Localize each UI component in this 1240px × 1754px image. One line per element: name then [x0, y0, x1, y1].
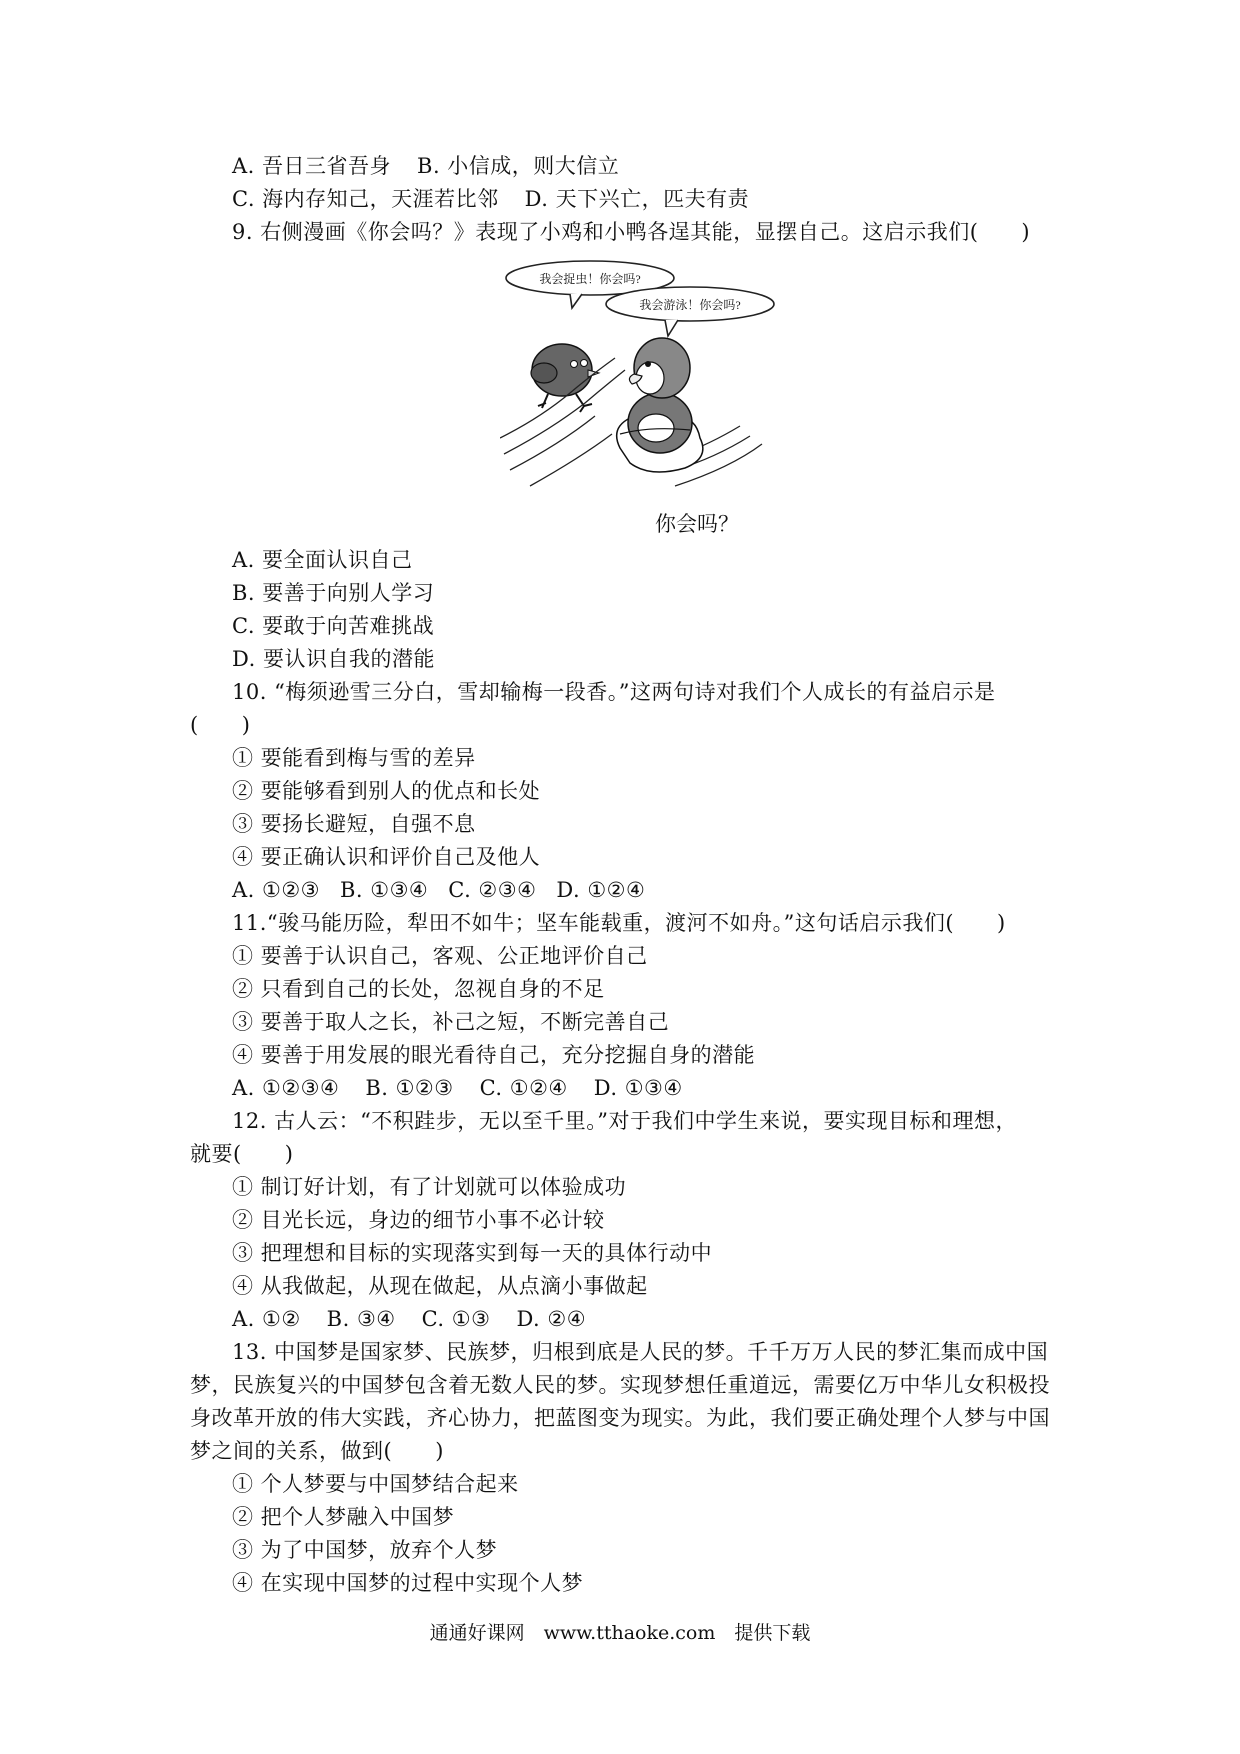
- q12-item-2: ② 目光长远，身边的细节小事不必计较: [232, 1208, 605, 1232]
- q13-item-1: ① 个人梦要与中国梦结合起来: [232, 1472, 519, 1496]
- q11-choice-c: C. ①②④: [479, 1076, 568, 1100]
- q8-option-b: B. 小信成，则大信立: [417, 154, 620, 178]
- q11-choice-b: B. ①②③: [365, 1076, 454, 1100]
- q13-stem-line-4: 梦之间的关系，做到( ): [190, 1439, 444, 1463]
- q12-item-3: ③ 把理想和目标的实现落实到每一天的具体行动中: [232, 1241, 713, 1265]
- q8-option-c: C. 海内存知己，天涯若比邻: [232, 187, 499, 211]
- q13-item-2: ② 把个人梦融入中国梦: [232, 1505, 455, 1529]
- q9-option-d: D. 要认识自我的潜能: [232, 647, 435, 671]
- q11-item-4: ④ 要善于用发展的眼光看待自己，充分挖掘自身的潜能: [232, 1043, 756, 1067]
- q12-choice-a: A. ①②: [232, 1307, 301, 1331]
- q9-option-b: B. 要善于向别人学习: [232, 581, 435, 605]
- q12-choice-c: C. ①③: [421, 1307, 491, 1331]
- q10-choice-d: D. ①②④: [556, 878, 646, 902]
- q10-item-2: ② 要能够看到别人的优点和长处: [232, 779, 541, 803]
- q13-item-4: ④ 在实现中国梦的过程中实现个人梦: [232, 1571, 584, 1595]
- q8-option-d: D. 天下兴亡，匹夫有责: [524, 187, 750, 211]
- q9-stem: 9. 右侧漫画《你会吗？》表现了小鸡和小鸭各逞其能，显摆自己。这启示我们( ): [232, 220, 1031, 244]
- cartoon-chick-duck: [500, 258, 790, 498]
- q9-option-c: C. 要敢于向苦难挑战: [232, 614, 435, 638]
- page-footer: 通通好课网 www.tthaoke.com 提供下载: [429, 1622, 811, 1644]
- q12-choices: [232, 1305, 586, 1333]
- q13-item-3: ③ 为了中国梦，放弃个人梦: [232, 1538, 498, 1562]
- q13-stem-line-3: 身改革开放的伟大实践，齐心协力，把蓝图变为现实。为此，我们要正确处理个人梦与中国: [190, 1406, 1050, 1430]
- q11-choice-d: D. ①③④: [593, 1076, 683, 1100]
- q10-choice-c: C. ②③④: [448, 878, 537, 902]
- q12-item-4: ④ 从我做起，从现在做起，从点滴小事做起: [232, 1274, 648, 1298]
- q10-stem-line-1: 10. “梅须逊雪三分白，雪却输梅一段香。”这两句诗对我们个人成长的有益启示是: [232, 680, 996, 704]
- q11-item-3: ③ 要善于取人之长，补己之短，不断完善自己: [232, 1010, 670, 1034]
- q10-stem-line-2: ( ): [190, 713, 251, 737]
- q11-item-2: ② 只看到自己的长处，忽视自身的不足: [232, 977, 605, 1001]
- cartoon-caption: 你会吗？: [655, 512, 739, 536]
- q10-item-3: ③ 要扬长避短，自强不息: [232, 812, 476, 836]
- q10-choice-b: B. ①③④: [340, 878, 429, 902]
- q12-item-1: ① 制订好计划，有了计划就可以体验成功: [232, 1175, 627, 1199]
- duck-speech-bubble: [606, 287, 774, 336]
- q12-stem-line-1: 12. 古人云：“不积跬步，无以至千里。”对于我们中学生来说，要实现目标和理想，: [232, 1109, 1018, 1133]
- q9-option-a: A. 要全面认识自己: [232, 548, 413, 572]
- q8-options-row-2: [232, 185, 749, 213]
- q11-choices: [232, 1074, 683, 1102]
- q8-option-a: A. 吾日三省吾身: [232, 154, 392, 178]
- chick-bubble-text: 我会捉虫！你会吗?: [539, 272, 641, 286]
- q11-item-1: ① 要善于认识自己，客观、公正地评价自己: [232, 944, 648, 968]
- q13-stem-line-2: 梦，民族复兴的中国梦包含着无数人民的梦。实现梦想任重道远，需要亿万中华儿女积极投: [190, 1373, 1050, 1397]
- q12-choice-b: B. ③④: [326, 1307, 396, 1331]
- q10-item-1: ① 要能看到梅与雪的差异: [232, 746, 476, 770]
- duck-bubble-text: 我会游泳！你会吗?: [639, 298, 741, 312]
- q8-options-row-1: [232, 152, 619, 180]
- q11-stem: 11.“骏马能历险，犁田不如牛；坚车能载重，渡河不如舟。”这句话启示我们( ): [232, 911, 1006, 935]
- duck-drawing: [617, 338, 703, 472]
- q10-choice-a: A. ①②③: [232, 878, 320, 902]
- q13-stem-line-1: 13. 中国梦是国家梦、民族梦，归根到底是人民的梦。千千万万人民的梦汇集而成中国: [232, 1340, 1049, 1364]
- q12-choice-d: D. ②④: [516, 1307, 587, 1331]
- q11-choice-a: A. ①②③④: [232, 1076, 340, 1100]
- q10-choices: [232, 876, 645, 904]
- q10-item-4: ④ 要正确认识和评价自己及他人: [232, 845, 541, 869]
- q12-stem-line-2: 就要( ): [190, 1142, 294, 1166]
